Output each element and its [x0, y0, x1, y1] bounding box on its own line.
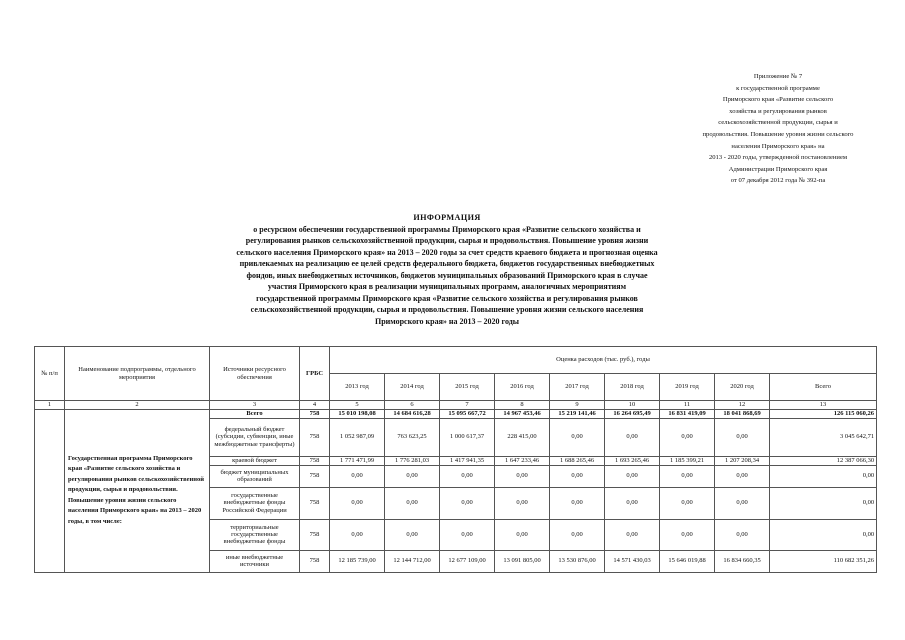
value-cell: 0,00: [660, 487, 715, 519]
source-cell: бюджет муниципальных образований: [210, 465, 300, 487]
resource-table: [34, 346, 877, 573]
grbs-cell: 758: [300, 409, 330, 418]
source-cell: Всего: [210, 409, 300, 418]
title-line: о ресурсном обеспечении государственной программы Приморского края «Развитие сельского хозяйства и: [253, 224, 641, 234]
header-year: 2016 год: [495, 374, 550, 401]
total-cell: 0,00: [770, 487, 877, 519]
column-number-row: [35, 401, 877, 410]
value-cell: 12 677 109,00: [440, 550, 495, 572]
title-line: сельского населения Приморского края» на 2013 – 2020 годы за счет средств краевого бюджета и прогнозная оценка: [236, 247, 658, 257]
source-cell: иные внебюджетные источники: [210, 550, 300, 572]
value-cell: 0,00: [660, 418, 715, 456]
value-cell: 0,00: [330, 519, 385, 550]
header-row: [35, 347, 877, 374]
header-estimate: Оценка расходов (тыс. руб.), годы: [330, 347, 877, 374]
value-cell: 1 185 399,21: [660, 456, 715, 465]
appendix-line: хозяйства и регулирования рынков: [729, 107, 827, 115]
source-cell: федеральный бюджет (субсидии, субвенции, иные межбюджетные трансферты): [210, 418, 300, 456]
value-cell: 12 144 712,00: [385, 550, 440, 572]
col-number: 9: [550, 401, 605, 410]
header-year: 2020 год: [715, 374, 770, 401]
value-cell: 14 967 453,46: [495, 409, 550, 418]
col-number: 8: [495, 401, 550, 410]
value-cell: 0,00: [330, 487, 385, 519]
total-cell: 3 045 642,71: [770, 418, 877, 456]
header-total: Всего: [770, 374, 877, 401]
value-cell: 15 646 019,88: [660, 550, 715, 572]
source-cell: территориальные государственные внебюджетные фонды: [210, 519, 300, 550]
header-year: 2015 год: [440, 374, 495, 401]
grbs-cell: 758: [300, 418, 330, 456]
appendix-line: сельскохозяйственной продукции, сырья и: [718, 119, 838, 127]
value-cell: 0,00: [385, 465, 440, 487]
value-cell: 0,00: [550, 465, 605, 487]
value-cell: 0,00: [440, 519, 495, 550]
appendix-line: 2013 - 2020 годы, утвержденной постановлением: [708, 154, 848, 162]
row-num-cell: [35, 409, 65, 572]
grbs-cell: 758: [300, 487, 330, 519]
header-year: 2014 год: [385, 374, 440, 401]
value-cell: 1 647 233,46: [495, 456, 550, 465]
value-cell: 0,00: [495, 487, 550, 519]
appendix-line: населения Приморского края» на: [731, 142, 825, 150]
appendix-line: к государственной программе: [736, 84, 820, 92]
title-line: регулирования рынков сельскохозяйственной продукции, сырья и продовольствия. Повышение уровня жизни: [245, 236, 649, 245]
value-cell: 0,00: [715, 487, 770, 519]
col-number: 3: [210, 401, 300, 410]
value-cell: 1 693 265,46: [605, 456, 660, 465]
value-cell: 15 010 198,08: [330, 409, 385, 418]
value-cell: 1 776 281,03: [385, 456, 440, 465]
appendix-line: от 07 декабря 2012 года № 392-па: [730, 177, 826, 185]
title-line: Приморского края» на 2013 – 2020 годы: [374, 316, 520, 326]
appendix-line: Приложение № 7: [753, 73, 803, 80]
value-cell: 15 095 667,72: [440, 409, 495, 418]
col-number: 1: [35, 401, 65, 410]
table-row: [35, 409, 877, 418]
value-cell: 0,00: [715, 418, 770, 456]
value-cell: 0,00: [495, 519, 550, 550]
value-cell: 13 091 805,00: [495, 550, 550, 572]
value-cell: 0,00: [550, 487, 605, 519]
value-cell: 0,00: [550, 418, 605, 456]
value-cell: 12 185 739,00: [330, 550, 385, 572]
header-num: № п/п: [35, 347, 65, 401]
value-cell: 0,00: [605, 487, 660, 519]
header-source: Источники ресурсного обеспечения: [210, 347, 300, 401]
total-cell: 110 682 351,26: [770, 550, 877, 572]
value-cell: 0,00: [605, 418, 660, 456]
document-title: [182, 212, 712, 327]
value-cell: 18 041 868,69: [715, 409, 770, 418]
value-cell: 16 831 419,09: [660, 409, 715, 418]
value-cell: 0,00: [385, 487, 440, 519]
value-cell: 14 684 616,28: [385, 409, 440, 418]
value-cell: 0,00: [660, 519, 715, 550]
value-cell: 0,00: [440, 487, 495, 519]
col-number: 4: [300, 401, 330, 410]
col-number: 10: [605, 401, 660, 410]
appendix-line: Администрации Приморского края: [728, 165, 828, 173]
col-number: 7: [440, 401, 495, 410]
source-cell: краевой бюджет: [210, 456, 300, 465]
value-cell: 228 415,00: [495, 418, 550, 456]
col-number: 12: [715, 401, 770, 410]
title-line: сельскохозяйственной продукции, сырья и продовольствия. Повышение уровня жизни сельского населения: [250, 305, 644, 314]
value-cell: 0,00: [715, 519, 770, 550]
header-year: 2017 год: [550, 374, 605, 401]
value-cell: 1 052 987,09: [330, 418, 385, 456]
value-cell: 0,00: [385, 519, 440, 550]
col-number: 11: [660, 401, 715, 410]
col-number: 2: [65, 401, 210, 410]
title-line: привлекаемых на реализацию ее целей средств федерального бюджета, бюджетов государственных внебюджетных: [239, 259, 655, 268]
value-cell: 0,00: [715, 465, 770, 487]
total-cell: 0,00: [770, 465, 877, 487]
grbs-cell: 758: [300, 550, 330, 572]
total-cell: 126 115 060,26: [770, 409, 877, 418]
value-cell: 0,00: [550, 519, 605, 550]
grbs-cell: 758: [300, 465, 330, 487]
value-cell: 0,00: [440, 465, 495, 487]
value-cell: 16 264 695,49: [605, 409, 660, 418]
header-year: 2018 год: [605, 374, 660, 401]
value-cell: 1 207 208,34: [715, 456, 770, 465]
total-cell: 0,00: [770, 519, 877, 550]
source-cell: государственные внебюджетные фонды Российской Федерации: [210, 487, 300, 519]
header-year: 2019 год: [660, 374, 715, 401]
appendix-line: продовольствия. Повышение уровня жизни сельского: [702, 130, 854, 138]
value-cell: 15 219 141,46: [550, 409, 605, 418]
title-line: государственной программы Приморского края «Развитие сельского хозяйства и регулирования рынков: [256, 293, 638, 303]
value-cell: 13 530 876,00: [550, 550, 605, 572]
col-number: 13: [770, 401, 877, 410]
grbs-cell: 758: [300, 456, 330, 465]
col-number: 5: [330, 401, 385, 410]
header-grbs: ГРБС: [300, 347, 330, 401]
value-cell: 0,00: [495, 465, 550, 487]
value-cell: 1 771 471,99: [330, 456, 385, 465]
value-cell: 1 688 265,46: [550, 456, 605, 465]
grbs-cell: 758: [300, 519, 330, 550]
value-cell: 0,00: [660, 465, 715, 487]
value-cell: 1 000 617,37: [440, 418, 495, 456]
header-name: Наименование подпрограммы, отдельного мероприятия: [65, 347, 210, 401]
appendix-line: Приморского края «Развитие сельского: [722, 96, 834, 104]
total-cell: 12 387 066,30: [770, 456, 877, 465]
value-cell: 763 623,25: [385, 418, 440, 456]
value-cell: 0,00: [330, 465, 385, 487]
appendix-note: [678, 71, 878, 187]
header-year: 2013 год: [330, 374, 385, 401]
value-cell: 14 571 430,03: [605, 550, 660, 572]
value-cell: 16 834 660,35: [715, 550, 770, 572]
program-name: Государственная программа Приморского края «Развитие сельского хозяйства и регулирования рынков сельскохозяйственной продукции, сырья и продовольствия. Повышение уровня жизни сельского населения Приморского края» на 2013 – 2020 годы, в том числе:: [65, 409, 210, 572]
value-cell: 1 417 941,35: [440, 456, 495, 465]
value-cell: 0,00: [605, 465, 660, 487]
value-cell: 0,00: [605, 519, 660, 550]
title-line: фондов, иных внебюджетных источников, бюджетов муниципальных образований Приморского края в случае: [246, 270, 648, 280]
title-heading: ИНФОРМАЦИЯ: [413, 213, 481, 222]
col-number: 6: [385, 401, 440, 410]
title-line: участия Приморского края в реализации муниципальных программ, аналогичных мероприятиям: [267, 282, 627, 291]
